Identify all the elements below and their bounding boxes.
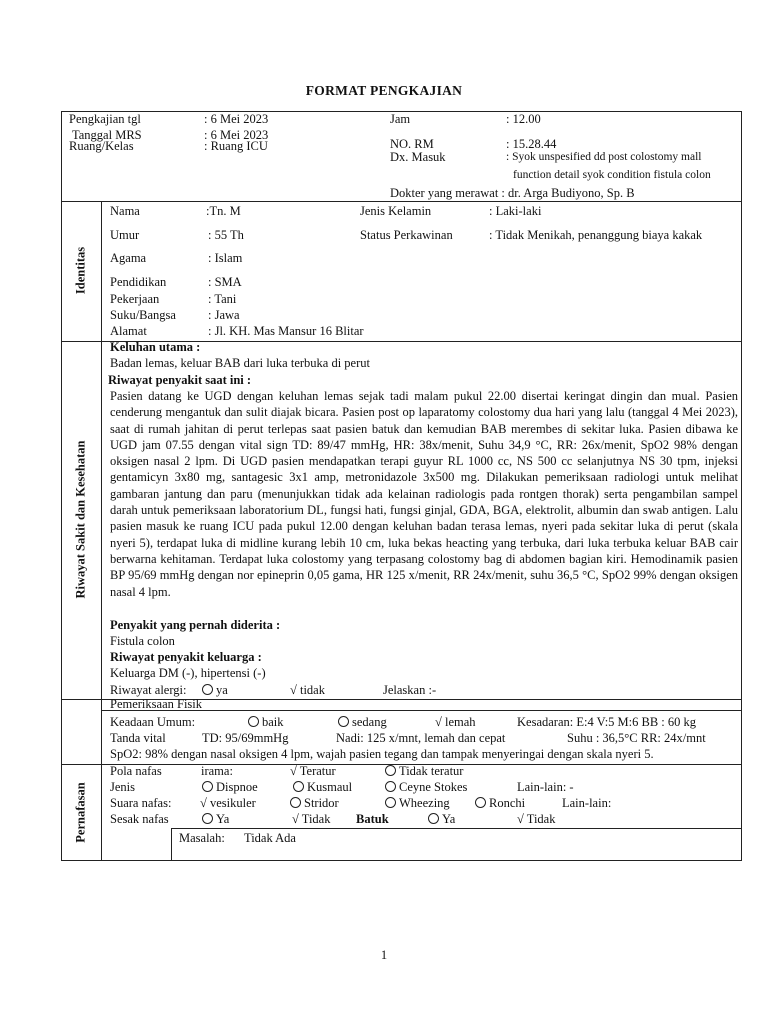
tanda-vital-label: Tanda vital (110, 731, 166, 745)
suhu-rr-value: Suhu : 36,5°C RR: 24x/mnt (567, 731, 706, 745)
pengkajian-label: Pengkajian tgl (69, 112, 141, 126)
wheezing-label: Wheezing (399, 796, 450, 810)
norm-value: : 15.28.44 (506, 137, 557, 151)
tidak-teratur-label: Tidak teratur (399, 764, 464, 778)
dx-value-line2: function detail syok condition fistula colon (513, 169, 711, 181)
suara-option-ronchi[interactable] (475, 796, 525, 811)
radio-circle-icon (202, 684, 213, 695)
radio-circle-icon (475, 797, 486, 808)
radio-circle-icon (385, 797, 396, 808)
keadaan-umum-label: Keadaan Umum: (110, 715, 196, 729)
norm-label: NO. RM (390, 137, 434, 151)
dispnoe-label: Dispnoe (216, 780, 258, 794)
masalah-top-border (171, 828, 742, 829)
suara-option-vesikuler[interactable]: √ vesikuler (200, 796, 256, 810)
radio-circle-icon (385, 781, 396, 792)
jam-label: Jam (390, 112, 411, 126)
label-column-border (101, 201, 102, 860)
dx-value-line1: : Syok unspesified dd post colostomy mall (506, 151, 702, 163)
radio-circle-icon (202, 781, 213, 792)
fisik-heading: Pemeriksaan Fisik (110, 697, 203, 711)
umur-value: : 55 Th (208, 228, 244, 242)
rpk-text: Keluarga DM (-), hipertensi (-) (110, 666, 266, 680)
jelaskan-text: Jelaskan :- (383, 683, 437, 697)
umur-label: Umur (110, 228, 140, 242)
radio-circle-icon (248, 716, 259, 727)
alergi-label: Riwayat alergi: (110, 683, 187, 697)
keadaan-option-sedang[interactable] (338, 715, 387, 730)
status-perkawinan-label: Status Perkawinan (360, 228, 453, 242)
suara-nafas-label: Suara nafas: (110, 796, 172, 810)
rps-paragraph: Pasien datang ke UGD dengan keluhan lemas sejak tadi malam pukul 22.00 disertai keringat dingin dan mual. Pasien cenderung mengantuk dan sulit diajak bicara. Pasien post op laparatomy colostomy dua hari yang lalu (tanggal 4 Mei 2023), saat di rumah jahitan di perut terlepas saat pasien batuk dan kemudian BAB merembes di sekitar luka. Pasien dibawa ke UGD jam 07.55 dengan vital sign TD: 89/47 mmHg, HR: 38x/menit, Suhu 34,9 °C, RR: 26x/menit, SpO2 98% dengan oksigen nasal 2 lpm. Di UGD pasien mendapatkan terapi guyur RL 1000 cc, NS 500 cc selanjutnya NS 30 tpm, injeksi gentamicyn 3x80 mg, santagesic 3x1 amp, metronidazole 3x500 mg. Dilakukan pemeriksaan radiologi untuk melihat gambaran jantung dan paru (menunjukkan tidak ada kelainan radiologis pada rontgen thorak) serta pengambilan sampel darah untuk pemeriksaan laboratorium DL, fungsi hati, fungsi ginjal, GDA, BGA, elektrolit, albumin dan swab antigen. Lalu pasien masuk ke ruang ICU pada pukul 12.00 dengan keluhan badan terasa lemas, nyeri pada sekitar luka di perut (skala nyeri 5), terdapat luka di midline kurang lebih 10 cm, luka bekas heacting yang terbuka, dari luka terbuka keluar BAB cair berwarna kehitaman. Terdapat luka colostomy yang terpasang colostomy bag di abdomen bagian kiri. Hemodinamik pasien BP 95/69 mmHg dengan nor epineprin 0,05 gama, HR 125 x/menit, RR 24x/menit, suhu 36,5 °C, SpO2 99% dengan oksigen nasal 4 lpm. (110, 389, 738, 599)
masalah-label: Masalah: (179, 831, 225, 845)
jam-value: : 12.00 (506, 112, 541, 126)
pernafasan-section-label: Pernafasan (73, 782, 88, 843)
keluhan-text: Badan lemas, keluar BAB dari luka terbuka di perut (110, 356, 370, 370)
ruang-value: : Ruang ICU (204, 139, 268, 153)
table-bottom-border (61, 860, 742, 861)
rpd-heading: Penyakit yang pernah diderita : (110, 618, 281, 632)
masalah-value: Tidak Ada (244, 831, 296, 845)
status-perkawinan-value: : Tidak Menikah, penanggung biaya kakak (489, 228, 703, 242)
alergi-option-tidak[interactable]: √ tidak (290, 683, 325, 697)
suara-option-wheezing[interactable] (385, 796, 450, 811)
pola-nafas-label: Pola nafas (110, 764, 162, 778)
agama-value: : Islam (208, 251, 243, 265)
document-title: FORMAT PENGKAJIAN (305, 83, 463, 98)
suku-value: : Jawa (208, 308, 240, 322)
irama-option-teratur[interactable]: √ Teratur (290, 764, 336, 778)
sesak-option-tidak[interactable]: √ Tidak (292, 812, 331, 826)
alamat-label: Alamat (110, 324, 147, 338)
batuk-ya-label: Ya (442, 812, 456, 826)
pekerjaan-value: : Tani (208, 292, 237, 306)
jenis-option-dispnoe[interactable] (202, 780, 258, 795)
td-value: TD: 95/69mmHg (202, 731, 289, 745)
ronchi-label: Ronchi (489, 796, 526, 810)
irama-label: irama: (201, 764, 233, 778)
pendidikan-value: : SMA (208, 275, 242, 289)
rps-heading: Riwayat penyakit saat ini : (108, 373, 252, 387)
suku-label: Suku/Bangsa (110, 308, 176, 322)
rpd-text: Fistula colon (110, 634, 175, 648)
alamat-value: : Jl. KH. Mas Mansur 16 Blitar (208, 324, 364, 338)
batuk-option-tidak[interactable]: √ Tidak (517, 812, 556, 826)
dokter-line: Dokter yang merawat : dr. Arga Budiyono, Sp. B (390, 186, 635, 200)
masalah-left-border (171, 828, 172, 860)
sesak-nafas-label: Sesak nafas (110, 812, 169, 826)
riwayat-section-label: Riwayat Sakit dan Kesehatan (73, 440, 88, 599)
mrs-value: : 6 Mei 2023 (204, 128, 269, 142)
dx-label: Dx. Masuk (390, 150, 446, 164)
spo2-line: SpO2: 98% dengan nasal oksigen 4 lpm, wajah pasien tegang dan tampak menyeringai dengan skala nyeri 5. (110, 747, 654, 761)
suara-option-stridor[interactable] (290, 796, 339, 811)
identitas-section-label: Identitas (73, 246, 88, 295)
kesadaran-text: Kesadaran: E:4 V:5 M:6 BB : 60 kg (517, 715, 697, 729)
batuk-label: Batuk (356, 812, 389, 826)
header-bottom-border (61, 201, 742, 202)
radio-circle-icon (338, 716, 349, 727)
jenis-label: Jenis (110, 780, 135, 794)
nadi-value: Nadi: 125 x/mnt, lemah dan cepat (336, 731, 506, 745)
jenis-kelamin-value: : Laki-laki (489, 204, 542, 218)
jenis-kelamin-label: Jenis Kelamin (360, 204, 432, 218)
radio-circle-icon (428, 813, 439, 824)
alergi-ya-label: ya (216, 683, 228, 697)
sesak-ya-label: Ya (216, 812, 230, 826)
nama-label: Nama (110, 204, 140, 218)
sesak-option-ya[interactable] (202, 812, 229, 827)
sedang-label: sedang (352, 715, 387, 729)
baik-label: baik (262, 715, 284, 729)
table-right-border (741, 111, 742, 860)
batuk-option-ya[interactable] (428, 812, 455, 827)
suara-lain-lain: Lain-lain: (562, 796, 612, 810)
jenis-option-ceyne-stokes[interactable] (385, 780, 467, 795)
jenis-lain-lain: Lain-lain: - (517, 780, 574, 794)
agama-label: Agama (110, 251, 147, 265)
keadaan-option-lemah[interactable]: √ lemah (435, 715, 476, 729)
nama-value: :Tn. M (206, 204, 241, 218)
kusmaul-label: Kusmaul (307, 780, 353, 794)
stridor-label: Stridor (304, 796, 339, 810)
ceyne-stokes-label: Ceyne Stokes (399, 780, 468, 794)
irama-option-tidak-teratur[interactable] (385, 764, 463, 779)
keadaan-option-baik[interactable] (248, 715, 284, 730)
ruang-label: Ruang/Kelas (69, 139, 134, 153)
page-number: 1 (380, 948, 388, 962)
alergi-option-ya[interactable] (202, 683, 228, 698)
pengkajian-value: : 6 Mei 2023 (204, 112, 269, 126)
keluhan-heading: Keluhan utama : (110, 340, 201, 354)
jenis-option-kusmaul[interactable] (293, 780, 352, 795)
rpk-heading: Riwayat penyakit keluarga : (110, 650, 262, 664)
radio-circle-icon (293, 781, 304, 792)
pendidikan-label: Pendidikan (110, 275, 167, 289)
mrs-label: Tanggal MRS (72, 128, 142, 142)
table-left-border (61, 111, 62, 860)
radio-circle-icon (385, 765, 396, 776)
radio-circle-icon (290, 797, 301, 808)
radio-circle-icon (202, 813, 213, 824)
pekerjaan-label: Pekerjaan (110, 292, 160, 306)
